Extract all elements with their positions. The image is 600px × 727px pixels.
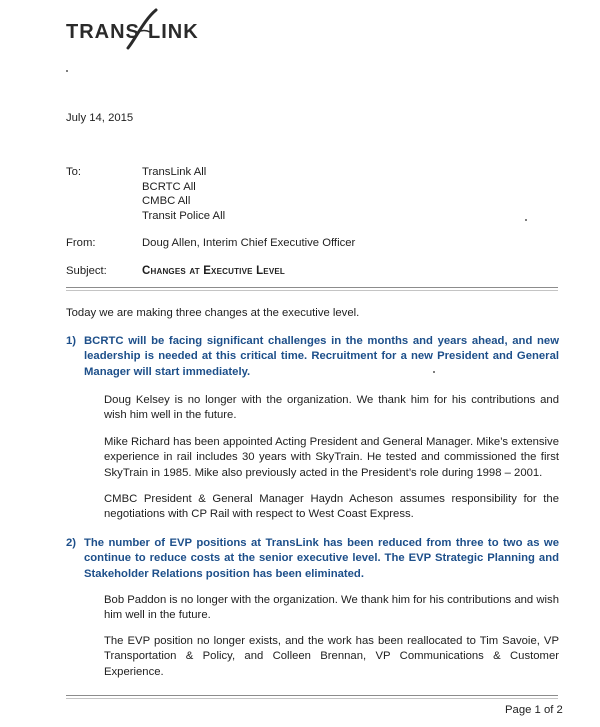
logo-text-right: LINK bbox=[148, 21, 199, 43]
logo-text-left: TRANS bbox=[66, 21, 140, 43]
to-label: To: bbox=[66, 166, 82, 178]
from-label: From: bbox=[66, 237, 96, 249]
recipient: Transit Police All bbox=[142, 209, 226, 222]
translink-logo bbox=[66, 8, 226, 52]
item-1-number: 1) bbox=[66, 335, 77, 347]
scan-speck bbox=[525, 219, 527, 221]
subject-label: Subject: bbox=[66, 265, 107, 277]
recipient: CMBC All bbox=[142, 195, 191, 207]
footer-divider-secondary bbox=[66, 698, 558, 699]
to-recipients bbox=[142, 165, 225, 223]
item-1-paragraph: Mike Richard has been appointed Acting President and General Manager. Mike’s extensive experience in rail includes 30 years with SkyTrain. He tested and commissioned the first SkyTrain in 1985. Mike also previously acted in the President’s role during 1998 – 2001. bbox=[104, 436, 559, 479]
item-2-heading bbox=[66, 536, 559, 582]
item-2-paragraph: The EVP position no longer exists, and the work has been reallocated to Tim Savoie, VP Transportation & Policy, and Colleen Brennan, VP Communications & Customer Experience. bbox=[104, 635, 559, 678]
item-1-heading-text: BCRTC will be facing significant challenges in the months and years ahead, and new leadership is needed at this critical time. Recruitment for a new President and General Manager will start immediately. bbox=[84, 335, 559, 378]
intro-text: Today we are making three changes at the executive level. bbox=[66, 307, 360, 319]
recipient: BCRTC All bbox=[142, 180, 196, 193]
memo-date: July 14, 2015 bbox=[66, 112, 134, 124]
item-1-heading bbox=[66, 334, 559, 380]
item-2-paragraph: Bob Paddon is no longer with the organization. We thank him for his contributions and wish him well in the future. bbox=[104, 594, 559, 622]
item-1-paragraph: CMBC President & General Manager Haydn Acheson assumes responsibility for the negotiations with CP Rail with respect to West Coast Express. bbox=[104, 493, 559, 521]
page-number: Page 1 of 2 bbox=[505, 704, 563, 716]
subject-value: Changes at Executive Level bbox=[142, 265, 285, 277]
header-divider-secondary bbox=[66, 290, 558, 291]
from-value: Doug Allen, Interim Chief Executive Officer bbox=[142, 237, 356, 249]
header-divider bbox=[66, 287, 558, 288]
recipient: TransLink All bbox=[142, 166, 207, 178]
footer-divider bbox=[66, 695, 558, 696]
item-2-number: 2) bbox=[66, 537, 77, 549]
scan-speck bbox=[66, 70, 68, 72]
item-2-heading-text: The number of EVP positions at TransLink has been reduced from three to two as we continue to reduce costs at the senior executive level. The EVP Strategic Planning and Stakeholder Relations position has been eliminated. bbox=[84, 537, 559, 580]
item-1-paragraph: Doug Kelsey is no longer with the organization. We thank him for his contributions and wish him well in the future. bbox=[104, 394, 559, 422]
